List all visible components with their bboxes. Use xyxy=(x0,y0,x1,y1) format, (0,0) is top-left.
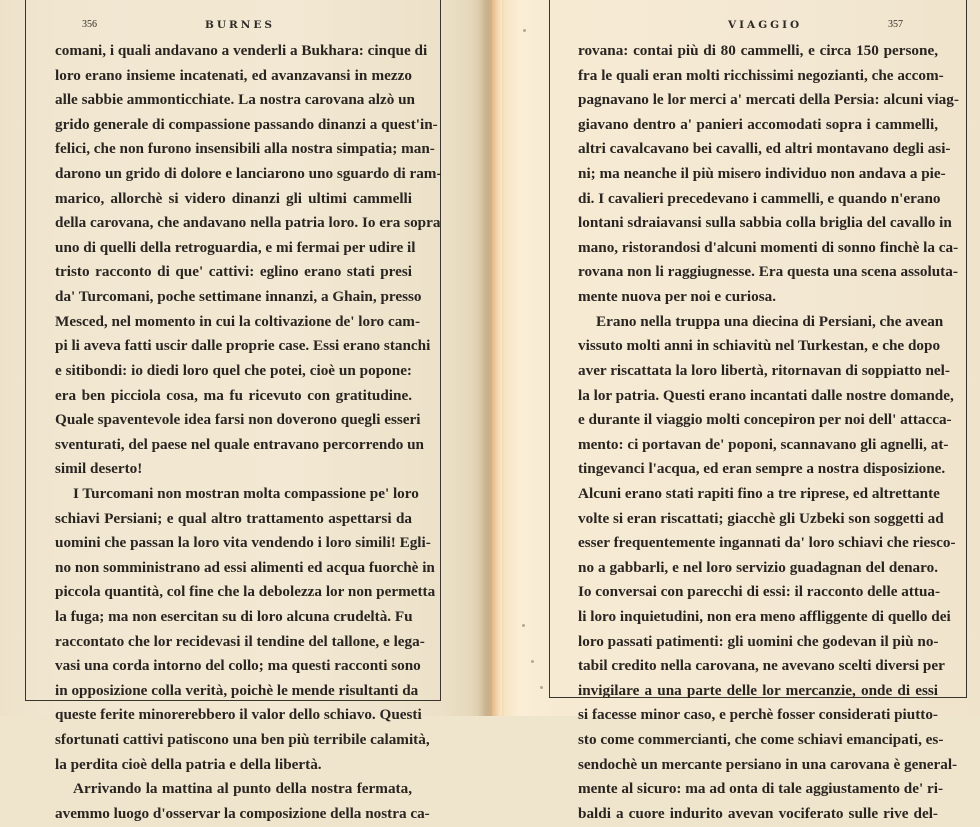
text-line: era ben picciola cosa, ma fu ricevuto con gratitudine. xyxy=(55,386,412,404)
text-line: loro passati patimenti: gli uomini che godevan il più no- xyxy=(578,632,939,650)
text-line: comani, i quali andavano a venderli a Bukhara: cinque di xyxy=(55,42,428,59)
paper-speck xyxy=(523,29,526,32)
text-line: e durante il viaggio molti concepiron per noi dell' attacca- xyxy=(578,411,952,429)
text-line: pagnavano le lor merci a' mercati della Persia: alcuni viag- xyxy=(578,91,959,109)
text-line: baldi a cuore indurito avevan vociferato sulle rive del- xyxy=(578,804,938,822)
left-running-head: BURNES xyxy=(205,19,275,31)
text-line: sto come commercianti, che come schiavi emancipati, es- xyxy=(578,731,944,749)
text-line: li loro inquietudini, non era meno affliggente di quello dei xyxy=(578,608,951,626)
text-line: Io conversai con parecchi di essi: il racconto delle attua- xyxy=(578,583,941,601)
text-line: Alcuni erano stati rapiti fino a tre riprese, ed altrettante xyxy=(578,484,940,502)
text-line: raccontato che lor recidevasi il tendine del tallone, e lega- xyxy=(55,632,425,650)
text-line: simil deserto! xyxy=(55,460,143,478)
text-line: sventurati, del paese nel quale entravano percorrendo un xyxy=(55,435,425,453)
text-line: mente nuova per noi e curiosa. xyxy=(578,288,776,306)
text-line: marico, allorchè si videro dinanzi gli ultimi cammelli xyxy=(55,189,412,207)
text-line: grido generale di compassione passando dinanzi a quest'in- xyxy=(55,115,438,133)
text-line: la perdita cioè della patria e della libertà. xyxy=(55,755,322,773)
text-line: loro erano insieme incatenati, ed avanzavansi in mezzo xyxy=(55,66,412,84)
right-page-number: 357 xyxy=(888,19,903,30)
text-line: avemmo luogo d'osservar la composizione della nostra ca- xyxy=(55,804,430,822)
text-line: in opposizione colla verità, poichè le mende risultanti da xyxy=(55,681,419,699)
text-line: Quale spaventevole idea farsi non doverono quegli esseri xyxy=(55,411,421,429)
paper-speck xyxy=(522,624,525,627)
text-line: sendochè un mercante persiano in una carovana è general- xyxy=(578,755,958,773)
text-line: rovana non li raggiugnesse. Era questa una scena assoluta- xyxy=(578,263,958,281)
text-line: esser frequentemente ingannati da' loro schiavi che riesco- xyxy=(578,534,956,552)
text-line: tabil credito nella carovana, ne avevano scelti diversi per xyxy=(578,657,945,675)
text-line: ni; ma neanche il più misero individuo non andava a pie- xyxy=(578,165,946,183)
text-line: rovana: contai più di 80 cammelli, e circa 150 persone, xyxy=(578,42,938,59)
text-line: mano, ristorandosi d'alcuni momenti di sonno finchè la ca- xyxy=(578,238,959,256)
text-line: schiavi Persiani; e qual altro trattamento aspettarsi da xyxy=(55,509,412,527)
text-line: la fuga; ma non esercitan su di loro alcuna crudeltà. Fu xyxy=(55,608,413,626)
text-line: Mesced, nel momento in cui la coltivazione de' loro cam- xyxy=(55,312,420,330)
text-line: darono un grido di dolore e lanciarono uno sguardo di ram- xyxy=(55,165,442,183)
text-line: mento: ci portavan de' poponi, scannavano gli agnelli, at- xyxy=(578,435,949,453)
text-line: pi li aveva fatti uscir dalle proprie case. Essi erano stanchi xyxy=(55,337,431,355)
text-line: no non somministrano ad essi alimenti ed acqua fuorchè in xyxy=(55,558,435,576)
text-line: alle sabbie ammonticchiate. La nostra carovana alzò un xyxy=(55,91,415,109)
text-line: fra le quali eran molti ricchissimi negozianti, che accom- xyxy=(578,66,944,84)
text-line: tingevanci l'acqua, ed eran sempre a nostra disposizione. xyxy=(578,460,946,478)
text-line: Erano nella truppa una diecina di Persiani, che avean xyxy=(596,312,944,330)
text-line: della carovana, che andavano nella patria loro. Io era sopra xyxy=(55,214,441,232)
text-line: piccola quantità, col fine che la debolezza lor non permetta xyxy=(55,583,436,601)
text-line: volte si eran riscattati; giacchè gli Uzbeki son soggetti ad xyxy=(578,509,944,527)
text-line: si facesse minor caso, e perchè fosser considerati piutto- xyxy=(578,706,938,724)
text-line: queste ferite minorerebbero il valor dello schiavo. Questi xyxy=(55,706,422,724)
text-line: altri cavalcavano bei cavalli, ed altri montavano degli asi- xyxy=(578,140,951,158)
paper-speck xyxy=(540,686,543,689)
text-line: la lor patria. Questi erano incantati dalle nostre domande, xyxy=(578,386,954,404)
text-line: mente al sicuro: ma ad onta di tale aggiustamento de' ri- xyxy=(578,780,944,798)
text-line: da' Turcomani, poche settimane innanzi, a Ghain, presso xyxy=(55,288,422,306)
left-page-text xyxy=(55,39,442,827)
text-line: vissuto molti anni in schiavitù nel Turkestan, e che dopo xyxy=(578,337,941,355)
paper-speck xyxy=(531,660,534,663)
text-line: giavano dentro a' panieri accomodati sopra i cammelli, xyxy=(578,115,938,133)
text-line: felici, che non furono insensibili alla nostra simpatia; man- xyxy=(55,140,435,158)
text-line: e sitibondi: io diedi loro quel che potei, cioè un popone: xyxy=(55,361,412,379)
text-line: uomini che passan la loro vita vendendo i loro simili! Egli- xyxy=(55,534,431,552)
text-line: di. I cavalieri precedevano i cammelli, e quando n'erano xyxy=(578,189,941,207)
text-line: Arrivando la mattina al punto della nostra fermata, xyxy=(73,780,412,798)
text-line: vasi una corda intorno del collo; ma questi racconti sono xyxy=(55,657,421,675)
left-page-number: 356 xyxy=(82,19,97,30)
text-line: tristo racconto di que' cattivi: eglino erano stati presi xyxy=(55,263,412,281)
text-line: aver riscattata la loro libertà, ritornavan di soppiatto nel- xyxy=(578,361,950,379)
text-line: invigilare a una parte delle lor mercanzie, onde di essi xyxy=(578,681,938,699)
right-running-head: VIAGGIO xyxy=(728,19,803,31)
text-line: uno di quelli della retroguardia, e mi fermai per udire il xyxy=(55,238,416,256)
text-line: I Turcomani non mostran molta compassione pe' loro xyxy=(73,484,419,502)
gutter-shadow xyxy=(478,0,492,716)
right-page-text xyxy=(578,39,959,827)
text-line: sfortunati cattivi patiscono una ben più terribile calamità, xyxy=(55,731,430,749)
book-gutter xyxy=(492,0,502,716)
text-line: no a gabbarli, e nel loro servizio guadagnan del denaro. xyxy=(578,558,938,576)
text-line: lontani sdraiavansi sulla sabbia colla briglia del cavallo in xyxy=(578,214,952,232)
